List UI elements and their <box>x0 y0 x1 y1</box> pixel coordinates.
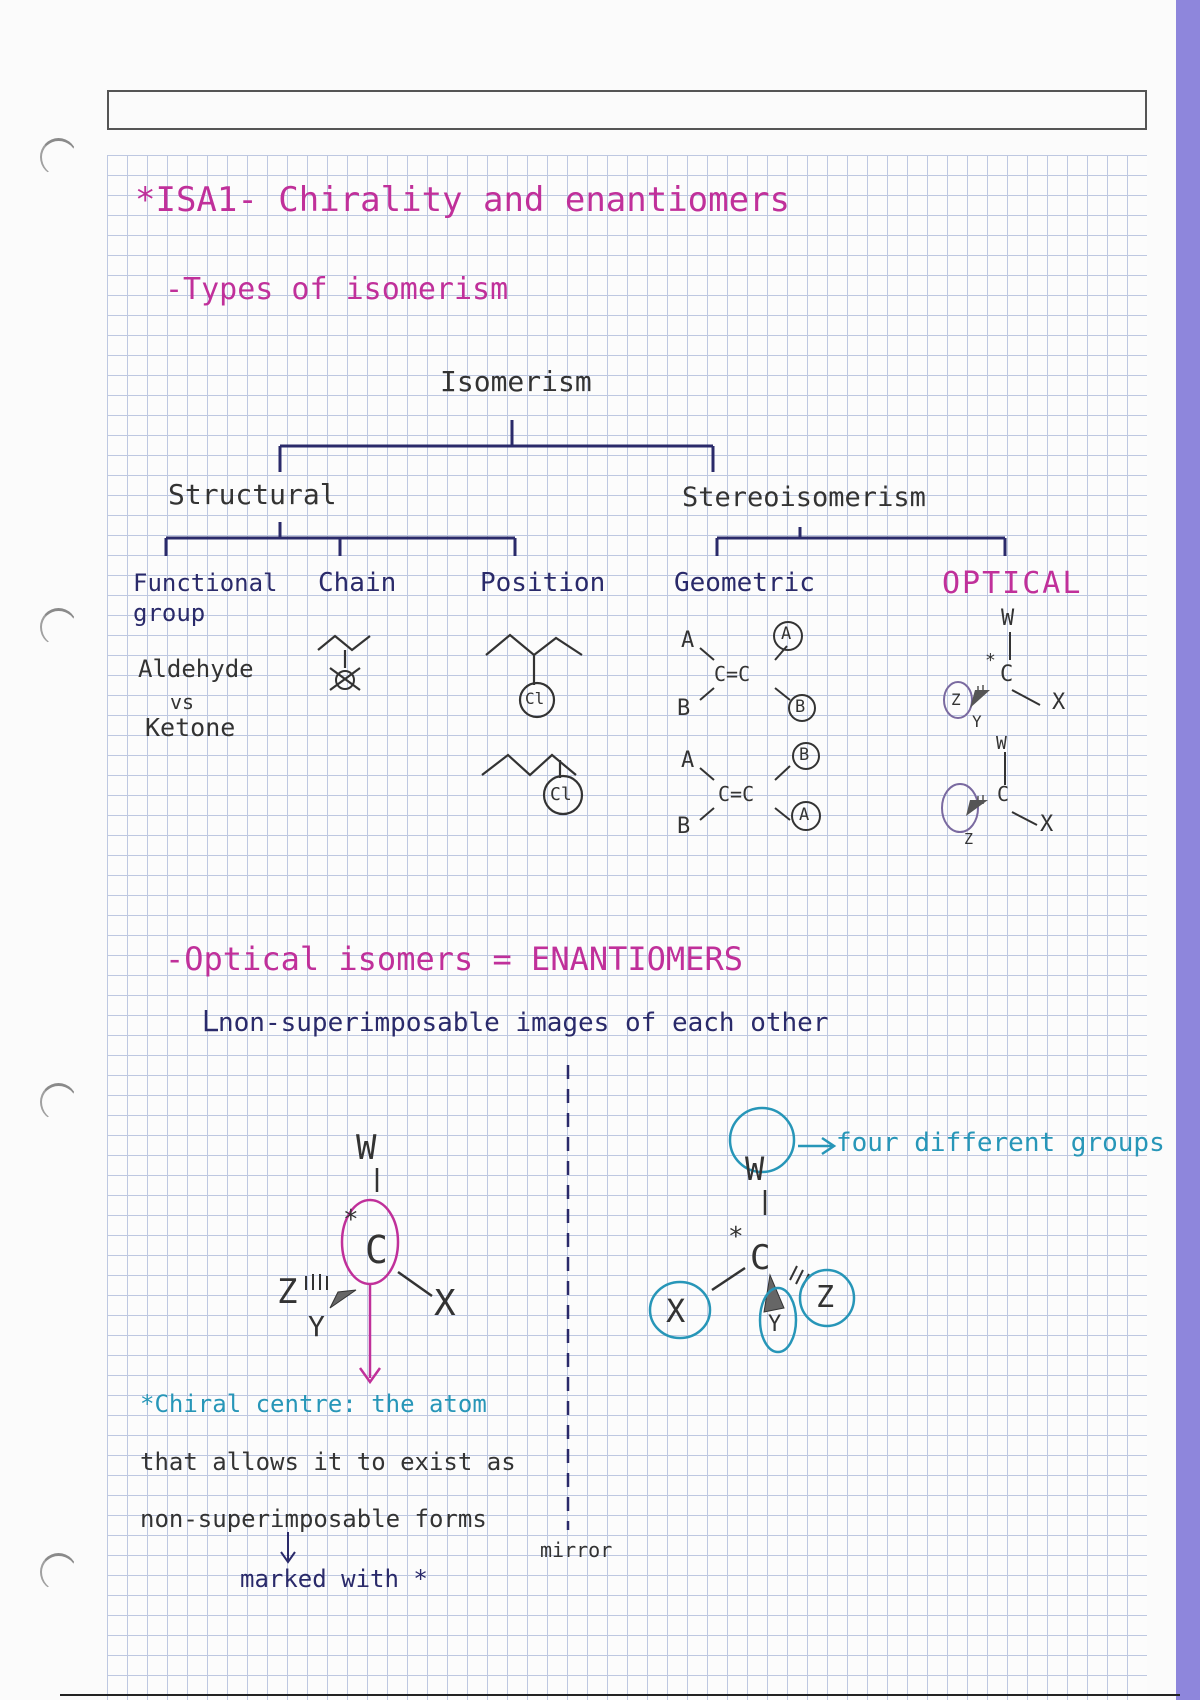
tree-root-label: Isomerism <box>440 365 592 398</box>
functional-example-ketone: Ketone <box>145 713 236 742</box>
optical-definition-note: non-superimposable images of each other <box>218 1008 829 1038</box>
right-chiral-star: * <box>728 1222 744 1252</box>
optical-mini-atom-w-2: W <box>996 733 1007 754</box>
tree-functional-group-label: Functional group <box>133 569 278 627</box>
optical-mini-atom-w: W <box>1001 606 1015 631</box>
left-atom-y: Y <box>308 1310 325 1343</box>
geometric-double-bond-1: C=C <box>714 662 751 686</box>
right-atom-z: Z <box>816 1280 835 1315</box>
right-atom-c: C <box>750 1238 771 1278</box>
functional-example-aldehyde: Aldehyde <box>138 655 254 683</box>
tree-chain-label: Chain <box>318 568 397 598</box>
optical-mini-atom-c-2: C <box>997 782 1010 806</box>
right-atom-x: X <box>666 1292 686 1330</box>
optical-mini-atom-y: Y <box>972 712 982 731</box>
optical-mini-atom-x: X <box>1052 690 1066 715</box>
optical-mini-atom-c: C <box>1000 662 1014 687</box>
chiral-note-line-3: non-superimposable forms <box>140 1505 487 1533</box>
tree-structural-label: Structural <box>168 478 337 511</box>
geometric-atom-a: A <box>681 628 695 653</box>
left-atom-c: C <box>365 1228 388 1272</box>
section-heading-types: -Types of isomerism <box>165 272 509 307</box>
optical-mini-atom-x-2: X <box>1040 812 1054 837</box>
right-atom-y: Y <box>768 1312 782 1337</box>
chiral-note-line-1: *Chiral centre: the atom <box>140 1390 487 1418</box>
geometric-atom-a-circled: A <box>781 624 792 644</box>
geometric-double-bond-2: C=C <box>718 782 755 806</box>
geometric-atom-b-circled-2: B <box>799 745 810 765</box>
chiral-note-line-2: that allows it to exist as <box>140 1448 516 1476</box>
marked-with-note: marked with * <box>240 1565 428 1593</box>
four-groups-note: four different groups <box>836 1128 1165 1158</box>
optical-mini-atom-z: Z <box>951 690 961 709</box>
tree-position-label: Position <box>480 568 606 598</box>
position-substituent-2: Cl <box>550 784 572 805</box>
geometric-atom-a-circled-2: A <box>799 805 810 825</box>
mirror-label: mirror <box>540 1538 613 1562</box>
left-atom-w: W <box>356 1128 377 1168</box>
left-atom-z: Z <box>277 1272 298 1312</box>
geometric-atom-b-2: B <box>677 814 691 839</box>
tree-stereo-label: Stereoisomerism <box>682 482 926 513</box>
page-title: *ISA1- Chirality and enantiomers <box>135 180 791 220</box>
geometric-atom-b: B <box>677 696 691 721</box>
functional-vs-label: vs <box>170 690 195 714</box>
optical-mini-atom-z-2: Z <box>964 830 974 848</box>
tree-geometric-label: Geometric <box>674 568 815 598</box>
section-heading-optical: -Optical isomers = ENANTIOMERS <box>165 940 743 978</box>
left-chiral-star: * <box>343 1205 359 1235</box>
optical-mini-star: * <box>985 650 996 671</box>
tree-optical-label: OPTICAL <box>942 566 1083 601</box>
geometric-atom-b-circled: B <box>795 697 806 717</box>
right-atom-w: W <box>745 1150 765 1188</box>
left-atom-x: X <box>434 1283 456 1324</box>
position-substituent-1: Cl <box>525 689 545 708</box>
geometric-atom-a-2: A <box>681 748 695 773</box>
